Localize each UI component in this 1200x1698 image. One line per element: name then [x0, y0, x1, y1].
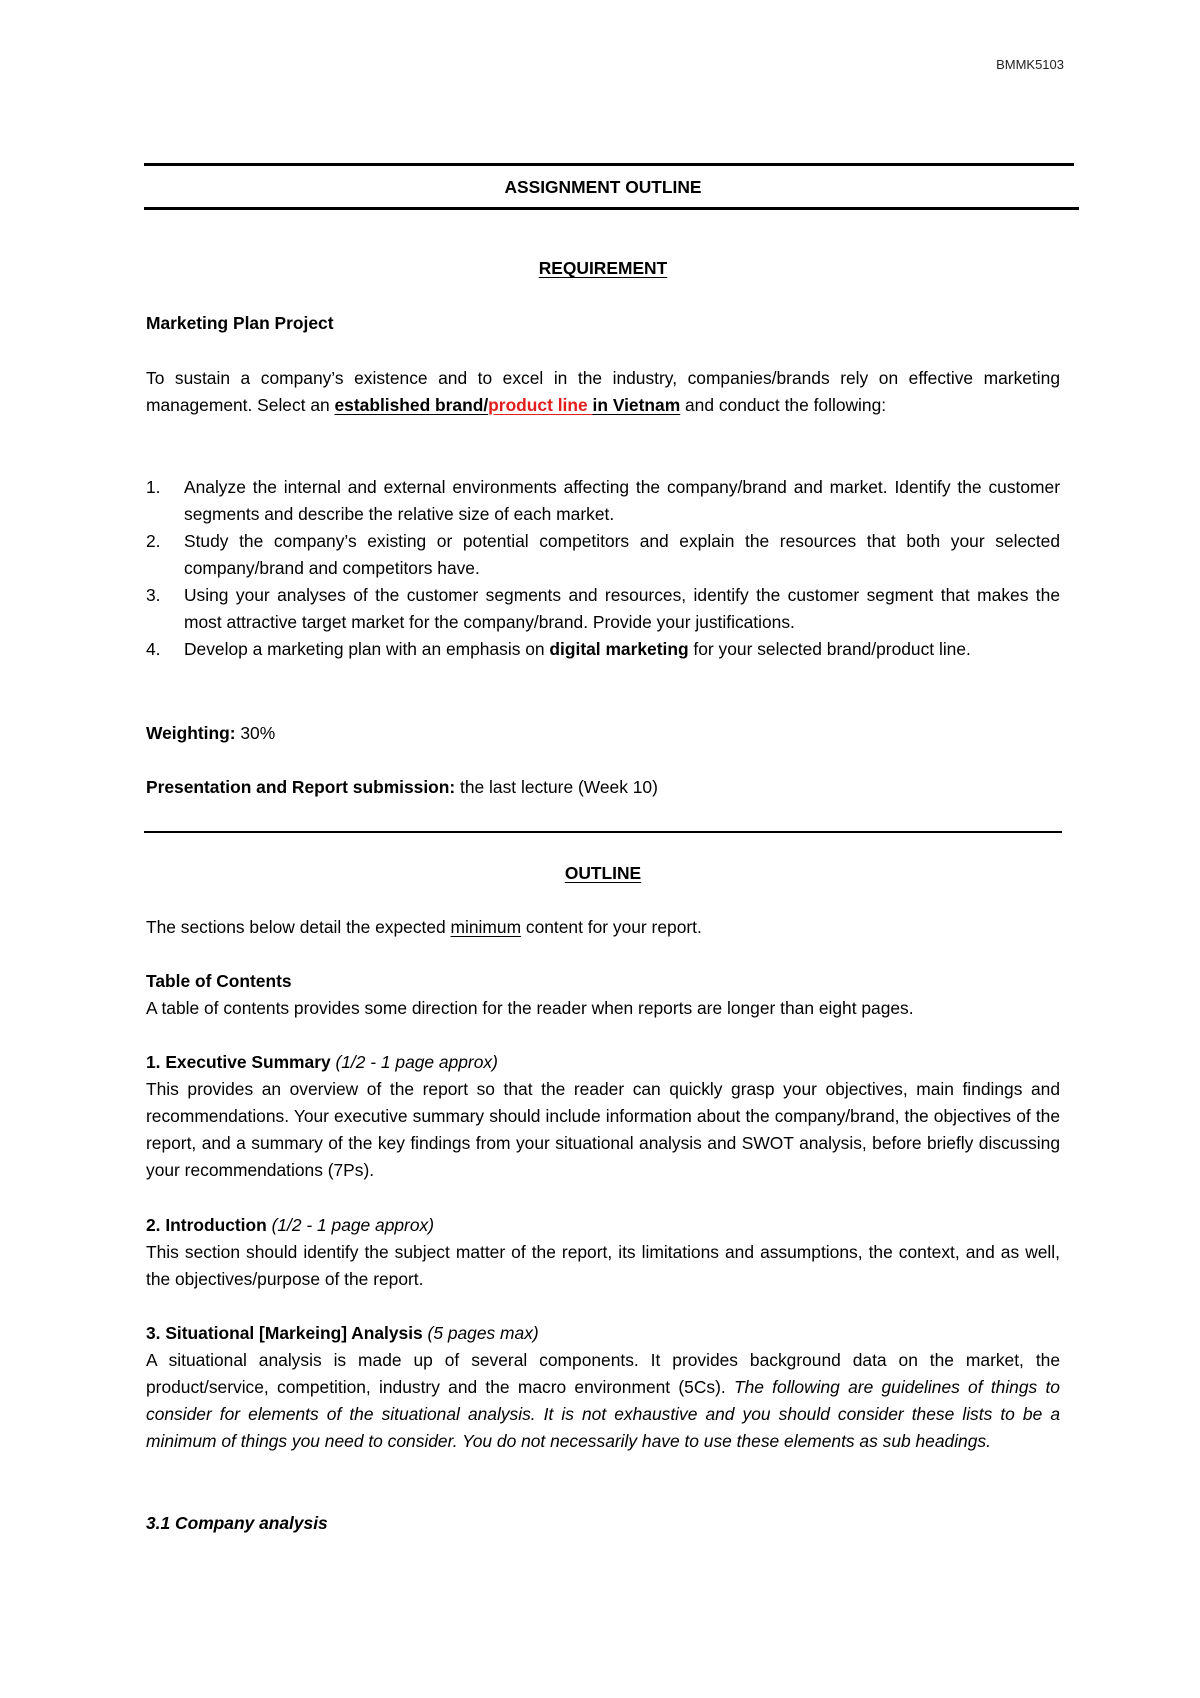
- section-1-note: (1/2 - 1 page approx): [335, 1052, 498, 1072]
- section-3-note: (5 pages max): [427, 1323, 539, 1343]
- section-3-title: 3. Situational [Markeing] Analysis: [146, 1323, 428, 1343]
- intro-text: To sustain a company’s existence and to excel in the industry, companies/brands rely on effective marketing management. Select an: [146, 368, 1060, 415]
- list-item-text: Study the company’s existing or potential competitors and explain the resources that both your selected company/brand and competitors have.: [184, 531, 1060, 578]
- list-number: 3.: [146, 585, 161, 605]
- requirement-heading: REQUIREMENT: [538, 258, 668, 278]
- outline-heading: OUTLINE: [564, 863, 642, 883]
- weighting-label: Weighting:: [146, 723, 236, 743]
- list-item: [146, 636, 1060, 663]
- list-item-text: Using your analyses of the customer segments and resources, identify the customer segment that makes the most attractive target market for the company/brand. Provide your justifications.: [184, 585, 1060, 632]
- list-item: [146, 474, 1060, 528]
- weighting-line: [146, 720, 1060, 747]
- outline-intro: [146, 914, 1060, 941]
- toc-text: A table of contents provides some direction for the reader when reports are longer than eight pages.: [146, 998, 914, 1018]
- section-1-heading: [146, 1049, 1060, 1076]
- submission-label: Presentation and Report submission:: [146, 777, 456, 797]
- course-code: BMMK5103: [996, 57, 1064, 72]
- section-divider: [144, 831, 1062, 833]
- section-2-note: (1/2 - 1 page approx): [271, 1215, 435, 1235]
- list-item-bold: digital marketing: [549, 639, 689, 659]
- outline-intro-text-end: content for your report.: [521, 917, 702, 937]
- intro-emphasis-red: product line: [488, 395, 593, 415]
- section-2-heading: [146, 1212, 1060, 1239]
- list-item: [146, 582, 1060, 636]
- intro-emphasis-2: in Vietnam: [592, 395, 681, 415]
- requirement-intro: [146, 365, 1060, 419]
- list-number: 4.: [146, 639, 161, 659]
- section-3-text-italic: The following are guidelines of things to consider for elements of the situational analysis. It is not exhaustive and you should consider these lists to be a minimum of things you need to consider. You do not necessarily have to use these elements as sub headings.: [146, 1377, 1060, 1451]
- section-3-text: [146, 1347, 1060, 1455]
- section-1-text: This provides an overview of the report so that the reader can quickly grasp your objectives, main findings and recommendations. Your executive summary should include information about the company/brand, the objectives of the report, and a summary of the key findings from your situational analysis and SWOT analysis, before briefly discussing your recommendations (7Ps).: [146, 1079, 1060, 1180]
- list-item-text: Analyze the internal and external environments affecting the company/brand and market. Identify the customer segments and describe the relative size of each market.: [184, 477, 1060, 524]
- section-3-heading: [146, 1320, 1060, 1347]
- section-2-title: 2. Introduction: [146, 1215, 272, 1235]
- submission-line: [146, 774, 1060, 801]
- section-3-text-plain: A situational analysis is made up of several components. It provides background data on the market, the product/service, competition, industry and the macro environment (5Cs).: [146, 1350, 1060, 1397]
- project-title: Marketing Plan Project: [146, 313, 334, 333]
- intro-text-end: and conduct the following:: [680, 395, 887, 415]
- list-number: 1.: [146, 477, 161, 497]
- list-item: [146, 528, 1060, 582]
- section-2-text: This section should identify the subject matter of the report, its limitations and assumptions, the context, and as well, the objectives/purpose of the report.: [146, 1242, 1060, 1289]
- section-3-1-title: 3.1 Company analysis: [146, 1513, 328, 1533]
- list-item-text-end: for your selected brand/product line.: [688, 639, 971, 659]
- list-item-text: Develop a marketing plan with an emphasis on: [184, 639, 550, 659]
- weighting-value: 30%: [235, 723, 276, 743]
- list-number: 2.: [146, 531, 161, 551]
- requirement-list: [146, 474, 1060, 663]
- section-1-title: 1. Executive Summary: [146, 1052, 336, 1072]
- page-title: ASSIGNMENT OUTLINE: [504, 177, 702, 197]
- top-rule-upper: [144, 163, 1074, 166]
- submission-value: the last lecture (Week 10): [455, 777, 658, 797]
- toc-title: Table of Contents: [146, 971, 292, 991]
- outline-intro-text: The sections below detail the expected: [146, 917, 451, 937]
- intro-emphasis-1: established brand/: [334, 395, 489, 415]
- top-rule-lower: [144, 207, 1079, 210]
- outline-intro-underlined: minimum: [450, 917, 522, 937]
